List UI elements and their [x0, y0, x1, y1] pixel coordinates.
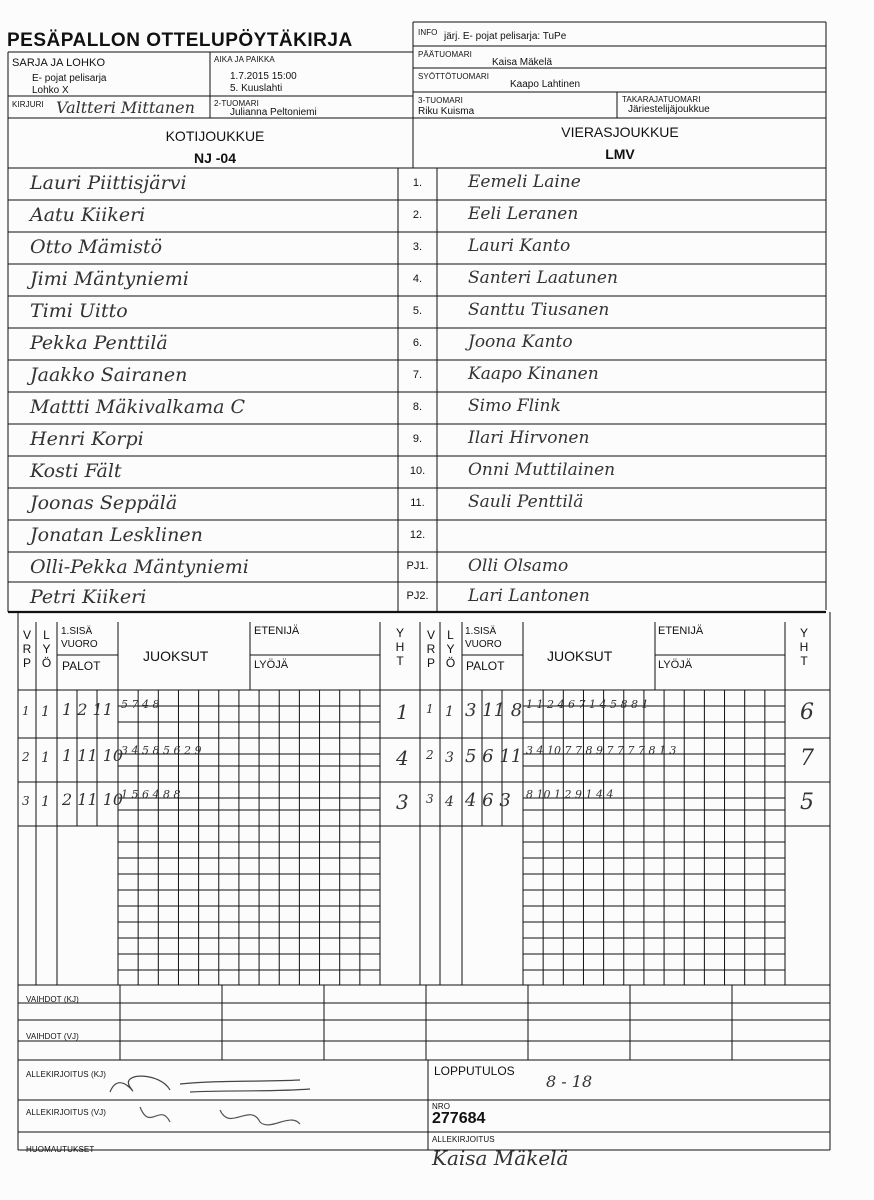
takaraja-value: Järiestelijäjoukkue	[628, 104, 710, 115]
info-value: järj. E- pojat pelisarja: TuPe	[444, 31, 567, 42]
away-inning-runs: 3 4 10 7 7 8 9 7 7 7 7 8 1 3	[526, 744, 677, 757]
home-player-name: Henri Korpi	[30, 428, 144, 450]
home-lyo-header: Ö	[41, 656, 52, 670]
away-lyoja-header: LYÖJÄ	[658, 659, 693, 671]
away-yht-header: Y	[799, 626, 808, 640]
player-number: PJ1.	[406, 560, 429, 572]
allekirjoitus-value: Kaisa Mäkelä	[432, 1146, 569, 1170]
player-number: PJ2.	[406, 590, 429, 602]
allek-vj-label: ALLEKIRJOITUS (VJ)	[26, 1108, 107, 1117]
home-lyoja-header: LYÖJÄ	[254, 659, 289, 671]
aika-value-2: 5. Kuuslahti	[230, 83, 283, 94]
home-yht-header: Y	[395, 626, 404, 640]
home-juoksut-header: JUOKSUT	[143, 648, 209, 664]
sarja-label: SARJA JA LOHKO	[12, 57, 106, 69]
home-lyo-header: Y	[42, 642, 51, 656]
player-number: 2.	[412, 209, 423, 221]
home-player-name: Otto Mämistö	[30, 236, 163, 258]
player-number: 6.	[412, 337, 423, 349]
away-inning-vrp: 1	[426, 702, 434, 716]
away-player-name: Santeri Laatunen	[468, 268, 618, 288]
syottotuomari-value: Kaapo Lahtinen	[510, 79, 581, 90]
home-inning-palot: 2 11 10	[62, 790, 124, 809]
nro-value: 277684	[432, 1110, 486, 1127]
home-inning-vrp: 1	[22, 704, 30, 718]
home-inning-palot: 1 2 11	[62, 700, 113, 719]
allek-kj-label: ALLEKIRJOITUS (KJ)	[26, 1070, 107, 1079]
player-number: 3.	[412, 241, 423, 253]
player-number: 7.	[412, 369, 423, 381]
home-player-name: Jimi Mäntyniemi	[30, 268, 189, 290]
player-number: 9.	[412, 433, 423, 445]
away-inning-vrp: 2	[426, 748, 434, 762]
home-team-label: KOTIJOUKKUE	[165, 128, 265, 144]
home-vrp-header: P	[22, 656, 31, 670]
home-sisa-header: 1.SISÄ VUORO	[61, 626, 98, 650]
tuomari3-label: 3-TUOMARI	[418, 96, 463, 105]
player-number: 1.	[412, 177, 423, 189]
home-player-name: Mattti Mäkivalkama C	[30, 396, 246, 418]
home-inning-total: 1	[396, 700, 409, 724]
vaihdot-kj-label: VAIHDOT (KJ)	[26, 995, 79, 1004]
away-inning-lyo: 4	[445, 794, 454, 810]
away-vrp-header: P	[426, 656, 435, 670]
away-vrp-header: V	[426, 628, 435, 642]
away-vrp-header: R	[426, 642, 436, 656]
away-inning-lyo: 3	[445, 750, 454, 766]
away-inning-lyo: 1	[445, 704, 454, 720]
huomautukset-label: HUOMAUTUKSET	[26, 1145, 95, 1154]
paatuomari-value: Kaisa Mäkelä	[492, 57, 553, 68]
home-inning-runs: 5 7 4 8	[121, 698, 160, 711]
away-team-name: LMV	[605, 146, 635, 162]
player-number: 4.	[412, 273, 423, 285]
home-player-name: Jaakko Sairanen	[30, 364, 188, 386]
home-player-name: Olli-Pekka Mäntyniemi	[30, 556, 249, 578]
away-player-name: Simo Flink	[468, 396, 561, 416]
away-palot-header: PALOT	[466, 659, 505, 673]
away-lyo-header: Y	[446, 642, 455, 656]
away-inning-total: 5	[800, 790, 814, 815]
away-player-name: Sauli Penttilä	[468, 492, 584, 512]
away-inning-runs: 1 1 2 4 6 7 1 4 5 8 8 1	[526, 698, 649, 711]
player-number: 8.	[412, 401, 423, 413]
home-palot-header: PALOT	[62, 659, 101, 673]
paatuomari-label: PÄÄTUOMARI	[418, 50, 472, 59]
home-inning-palot: 1 11 10	[62, 746, 124, 765]
home-inning-lyo: 1	[41, 794, 50, 810]
away-player-name: Lauri Kanto	[468, 236, 571, 256]
away-inning-palot: 5 6 11	[465, 746, 523, 767]
sarja-value-2: Lohko X	[32, 85, 69, 96]
home-player-name: Aatu Kiikeri	[30, 204, 146, 226]
away-player-name: Lari Lantonen	[468, 586, 590, 606]
away-juoksut-header: JUOKSUT	[547, 648, 613, 664]
away-inning-vrp: 3	[426, 792, 434, 806]
player-number: 5.	[412, 305, 423, 317]
away-team-label: VIERASJOUKKUE	[561, 124, 679, 140]
home-inning-runs: 1 5 6 4 8 8	[121, 788, 181, 801]
home-inning-total: 4	[396, 746, 409, 770]
lopputulos-label: LOPPUTULOS	[434, 1064, 515, 1078]
away-etenija-header: ETENIJÄ	[658, 625, 704, 637]
nro-label: NRO	[432, 1102, 451, 1111]
syottotuomari-label: SYÖTTÖTUOMARI	[418, 72, 490, 81]
away-player-name: Olli Olsamo	[468, 556, 569, 576]
away-lyo-header: Ö	[445, 656, 456, 670]
home-player-name: Kosti Fält	[30, 460, 122, 482]
player-number: 11.	[410, 497, 425, 509]
away-inning-runs: 8 10 1 2 9 1 4 4	[526, 788, 614, 801]
tuomari3-value: Riku Kuisma	[418, 106, 475, 117]
lopputulos-value: 8 - 18	[546, 1072, 593, 1091]
away-inning-total: 6	[800, 700, 814, 725]
away-player-name: Eeli Leranen	[468, 204, 579, 224]
home-lyo-header: L	[43, 628, 50, 642]
away-inning-palot: 4 6 3	[465, 790, 511, 811]
home-yht-header: T	[396, 654, 404, 668]
away-inning-palot: 3 11 8	[465, 700, 523, 721]
kirjuri-label: KIRJURI	[12, 100, 44, 109]
player-number: 12.	[409, 529, 426, 541]
away-sisa-header: 1.SISÄ VUORO	[465, 626, 502, 650]
aika-value-1: 1.7.2015 15:00	[230, 71, 297, 82]
player-number: 10.	[409, 465, 426, 477]
tuomari2-value: Julianna Peltoniemi	[230, 107, 317, 118]
home-player-name: Lauri Piittisjärvi	[30, 172, 187, 194]
home-team-name: NJ -04	[193, 150, 237, 166]
takaraja-label: TAKARAJATUOMARI	[622, 95, 701, 104]
allekirjoitus-label: ALLEKIRJOITUS	[432, 1135, 495, 1144]
away-lyo-header: L	[447, 628, 454, 642]
page-title: PESÄPALLON OTTELUPÖYTÄKIRJA	[7, 30, 353, 51]
away-yht-header: T	[800, 654, 808, 668]
home-player-name: Timi Uitto	[30, 300, 128, 322]
away-player-name: Eemeli Laine	[468, 172, 581, 192]
home-player-name: Petri Kiikeri	[30, 586, 147, 608]
home-inning-total: 3	[396, 790, 409, 814]
kirjuri-value: Valtteri Mittanen	[56, 98, 195, 117]
signature-kj	[100, 1062, 320, 1132]
home-vrp-header: R	[22, 642, 32, 656]
home-player-name: Pekka Penttilä	[30, 332, 168, 354]
away-player-name: Santtu Tiusanen	[468, 300, 610, 320]
home-player-name: Jonatan Lesklinen	[30, 524, 203, 546]
home-inning-vrp: 2	[22, 750, 30, 764]
aika-label: AIKA JA PAIKKA	[214, 55, 275, 64]
away-yht-header: H	[799, 640, 809, 654]
away-player-name: Ilari Hirvonen	[468, 428, 590, 448]
away-inning-total: 7	[800, 746, 814, 771]
sarja-value-1: E- pojat pelisarja	[32, 73, 107, 84]
home-yht-header: H	[395, 640, 405, 654]
away-player-name: Kaapo Kinanen	[468, 364, 599, 384]
tuomari2-label: 2-TUOMARI	[214, 99, 259, 108]
vaihdot-vj-label: VAIHDOT (VJ)	[26, 1032, 79, 1041]
home-inning-vrp: 3	[22, 794, 30, 808]
info-label: INFO	[418, 28, 438, 37]
home-inning-lyo: 1	[41, 704, 50, 720]
home-etenija-header: ETENIJÄ	[254, 625, 300, 637]
home-inning-runs: 3 4 5 8 5 6 2 9	[121, 744, 202, 757]
away-player-name: Joona Kanto	[468, 332, 573, 352]
away-player-name: Onni Muttilainen	[468, 460, 616, 480]
home-vrp-header: V	[22, 628, 31, 642]
home-inning-lyo: 1	[41, 750, 50, 766]
home-player-name: Joonas Seppälä	[30, 492, 178, 514]
